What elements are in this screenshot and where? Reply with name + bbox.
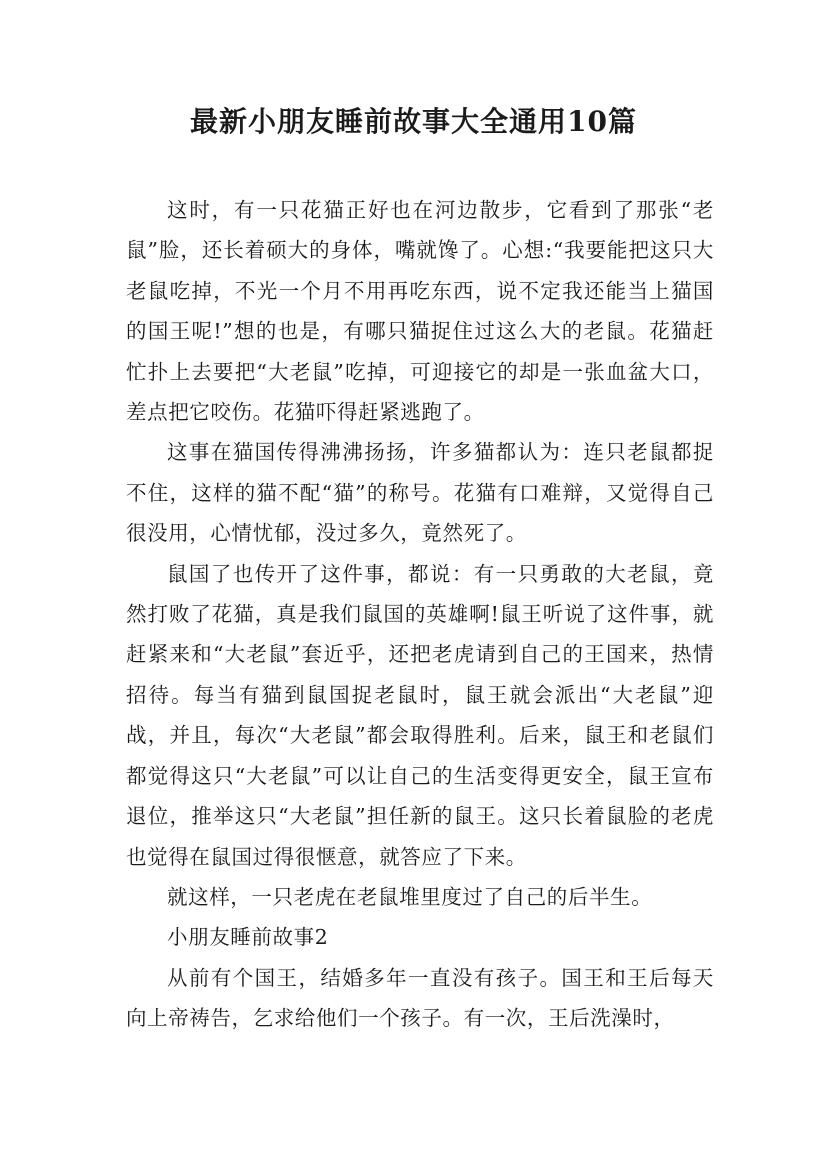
document-title: 最新小朋友睡前故事大全通用10篇: [190, 105, 637, 138]
paragraph-5: 从前有个国王，结婚多年一直没有孩子。国王和王后每天向上帝祷告，乞求给他们一个孩子。有一次，王后洗澡时，: [126, 965, 714, 1031]
section-heading-story-2: 小朋友睡前故事2: [167, 925, 329, 950]
document-body: [126, 190, 714, 1039]
paragraph-3: 鼠国了也传开了这件事，都说：有一只勇敢的大老鼠，竟然打败了花猫，真是我们鼠国的英雄啊!鼠王听说了这件事，就赶紧来和“大老鼠”套近乎，还把老虎请到自己的王国来，热情招待。每当有猫到鼠国捉老鼠时，鼠王就会派出“大老鼠”迎战，并且，每次“大老鼠”都会取得胜利。后来，鼠王和老鼠们都觉得这只“大老鼠”可以让自己的生活变得更安全，鼠王宣布退位，推举这只“大老鼠”担任新的鼠王。这只长着鼠脸的老虎也觉得在鼠国过得很惬意，就答应了下来。: [126, 561, 714, 869]
paragraph-1: 这时，有一只花猫正好也在河边散步，它看到了那张“老鼠”脸，还长着硕大的身体，嘴就馋了。心想:“我要能把这只大老鼠吃掉，不光一个月不用再吃东西，说不定我还能当上猫国的国王呢!”想的也是，有哪只猫捉住过这么大的老鼠。花猫赶忙扑上去要把“大老鼠”吃掉，可迎接它的却是一张血盆大口，差点把它咬伤。花猫吓得赶紧逃跑了。: [126, 198, 714, 425]
paragraph-4: 就这样，一只老虎在老鼠堆里度过了自己的后半生。: [167, 884, 653, 909]
paragraph-2: 这事在猫国传得沸沸扬扬，许多猫都认为：连只老鼠都捉不住，这样的猫不配“猫”的称号。花猫有口难辩，又觉得自己很没用，心情忧郁，没过多久，竟然死了。: [126, 440, 714, 546]
